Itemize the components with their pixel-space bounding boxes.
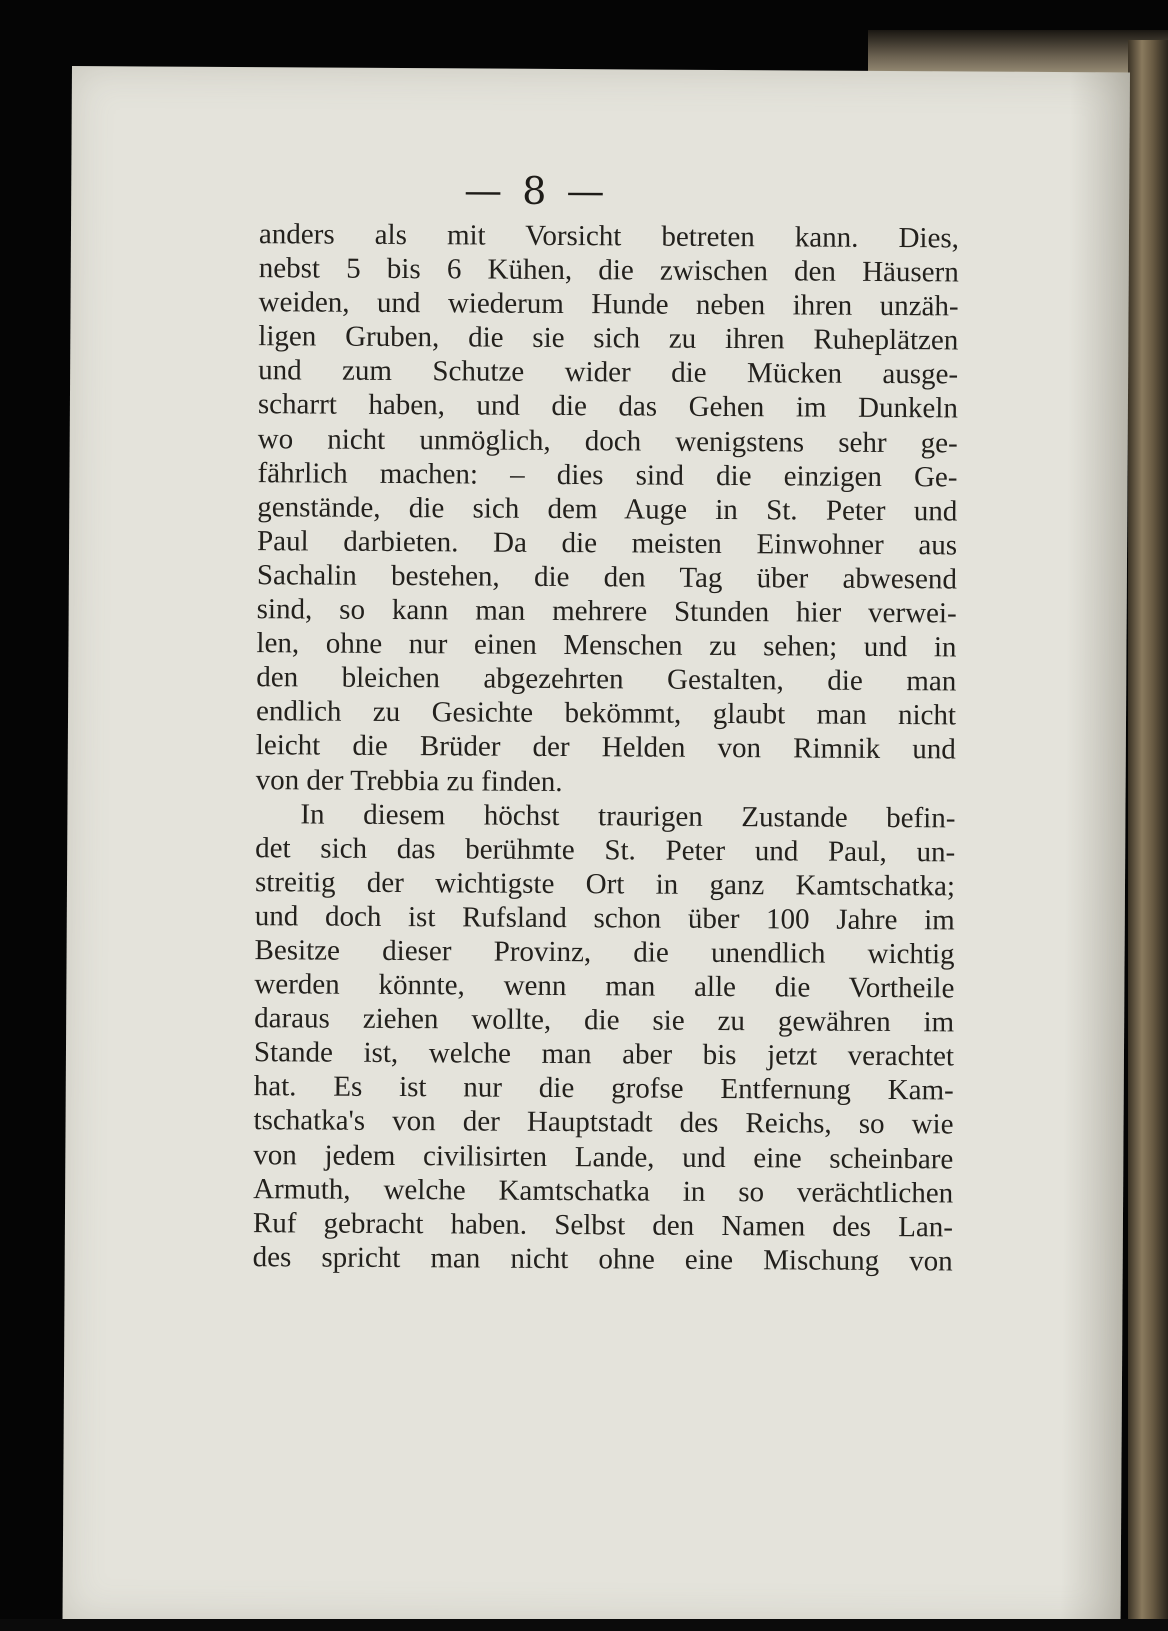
text-line: anders als mit Vorsicht betreten kann. Dies,	[258, 218, 960, 255]
book-page	[63, 66, 1130, 1627]
text-line: genstände, die sich dem Auge in St. Peter und	[257, 490, 958, 528]
text-line: Armuth, welche Kamtschatka in so verächtlichen	[253, 1172, 954, 1210]
text-line: des spricht man nicht ohne eine Mischung von	[252, 1240, 953, 1278]
text-line: tschatka's von der Hauptstadt des Reichs, so wie	[253, 1104, 954, 1141]
text-line: Sachalin bestehen, die den Tag über abwesend	[256, 559, 957, 596]
text-line: hat. Es ist nur die grofse Entfernung Kam-	[253, 1070, 954, 1107]
text-line: nebst 5 bis 6 Kühen, die zwischen den Häusern	[258, 252, 959, 289]
text-line: daraus ziehen wollte, die sie zu gewähren im	[254, 1002, 955, 1039]
text-line: von jedem civilisirten Lande, und eine scheinbare	[253, 1138, 954, 1175]
text-line: streitig der wichtigste Ort in ganz Kamtschatka;	[254, 865, 956, 903]
book-edge-right	[1128, 40, 1168, 1631]
text-line: len, ohne nur einen Menschen zu sehen; und in	[256, 627, 957, 664]
paragraph-2	[253, 797, 956, 1279]
text-line: und doch ist Rufsland schon über 100 Jahre im	[254, 900, 955, 937]
page-shadow	[1060, 72, 1129, 1627]
text-line: In diesem höchst traurigen Zustande befin-	[300, 798, 956, 835]
text-line: fährlich machen: – dies sind die einzigen Ge-	[257, 456, 958, 494]
text-line: Stande ist, welche man aber bis jetzt verachtet	[253, 1036, 955, 1073]
text-line: wo nicht unmöglich, doch wenigstens sehr ge-	[257, 422, 958, 459]
text-line: ligen Gruben, die sie sich zu ihren Ruheplätzen	[258, 320, 959, 357]
text-line: endlich zu Gesichte bekömmt, glaubt man nicht	[255, 695, 957, 732]
text-line: Ruf gebracht haben. Selbst den Namen des Lan-	[252, 1206, 954, 1244]
book-edge-top	[868, 30, 1168, 75]
text-line: und zum Schutze wider die Mücken ausge-	[258, 354, 959, 391]
text-body	[253, 217, 959, 1278]
scan-bottom-edge	[0, 1619, 1168, 1631]
page-number-header: — 8 —	[463, 168, 609, 214]
paragraph-1	[256, 217, 960, 801]
text-line: Besitze dieser Provinz, die unendlich wichtig	[254, 934, 955, 971]
text-line: leicht die Brüder der Helden von Rimnik und	[255, 729, 956, 766]
text-line: det sich das berühmte St. Peter und Paul, un-	[255, 831, 956, 869]
text-line: von der Trebbia zu finden.	[255, 763, 563, 798]
text-line: sind, so kann man mehrere Stunden hier verwei-	[256, 593, 957, 630]
text-line: den bleichen abgezehrten Gestalten, die man	[256, 661, 957, 698]
text-line: Paul darbieten. Da die meisten Einwohner aus	[257, 524, 958, 562]
text-line: werden könnte, wenn man alle die Vortheile	[254, 968, 955, 1005]
text-line: weiden, und wiederum Hunde neben ihren unzäh-	[258, 286, 959, 323]
text-line: scharrt haben, und die das Gehen im Dunkeln	[257, 388, 959, 425]
